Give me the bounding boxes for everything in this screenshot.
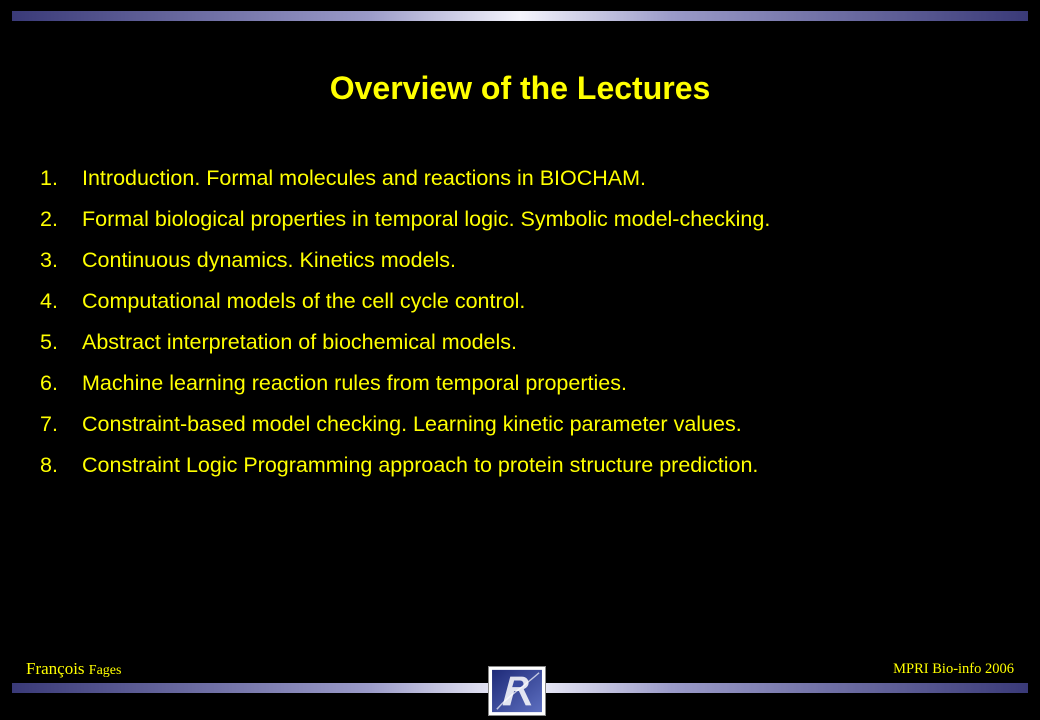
footer-course: MPRI Bio-info 2006 bbox=[893, 661, 1014, 677]
item-number: 4. bbox=[40, 289, 58, 313]
item-number: 8. bbox=[40, 453, 58, 477]
list-item bbox=[40, 281, 1030, 322]
item-number: 6. bbox=[40, 371, 58, 395]
list-item bbox=[40, 199, 1030, 240]
item-text: Formal biological properties in temporal logic. Symbolic model-checking. bbox=[82, 207, 771, 231]
item-text: Computational models of the cell cycle control. bbox=[82, 289, 526, 313]
top-divider-bar bbox=[12, 11, 1028, 21]
list-item bbox=[40, 322, 1030, 363]
list-item bbox=[40, 158, 1030, 199]
item-text: Constraint Logic Programming approach to protein structure prediction. bbox=[82, 453, 759, 477]
item-text: Continuous dynamics. Kinetics models. bbox=[82, 248, 457, 272]
item-text: Machine learning reaction rules from temporal properties. bbox=[82, 371, 627, 395]
item-text: Introduction. Formal molecules and reactions in BIOCHAM. bbox=[82, 166, 647, 190]
item-number: 1. bbox=[40, 166, 58, 190]
list-item bbox=[40, 363, 1030, 404]
slide-title: Overview of the Lectures bbox=[329, 70, 711, 106]
list-item bbox=[40, 445, 1030, 486]
list-item bbox=[40, 404, 1030, 445]
footer-author bbox=[26, 658, 121, 682]
item-number: 3. bbox=[40, 248, 58, 272]
item-number: 2. bbox=[40, 207, 58, 231]
lecture-list bbox=[40, 158, 1030, 486]
item-number: 7. bbox=[40, 412, 58, 436]
author-last-name: Fages bbox=[88, 663, 122, 678]
inria-logo-icon bbox=[488, 666, 546, 716]
list-item bbox=[40, 240, 1030, 281]
item-number: 5. bbox=[40, 330, 58, 354]
author-first-name: François bbox=[26, 659, 85, 678]
item-text: Constraint-based model checking. Learning kinetic parameter values. bbox=[82, 412, 742, 436]
item-text: Abstract interpretation of biochemical models. bbox=[82, 330, 517, 354]
